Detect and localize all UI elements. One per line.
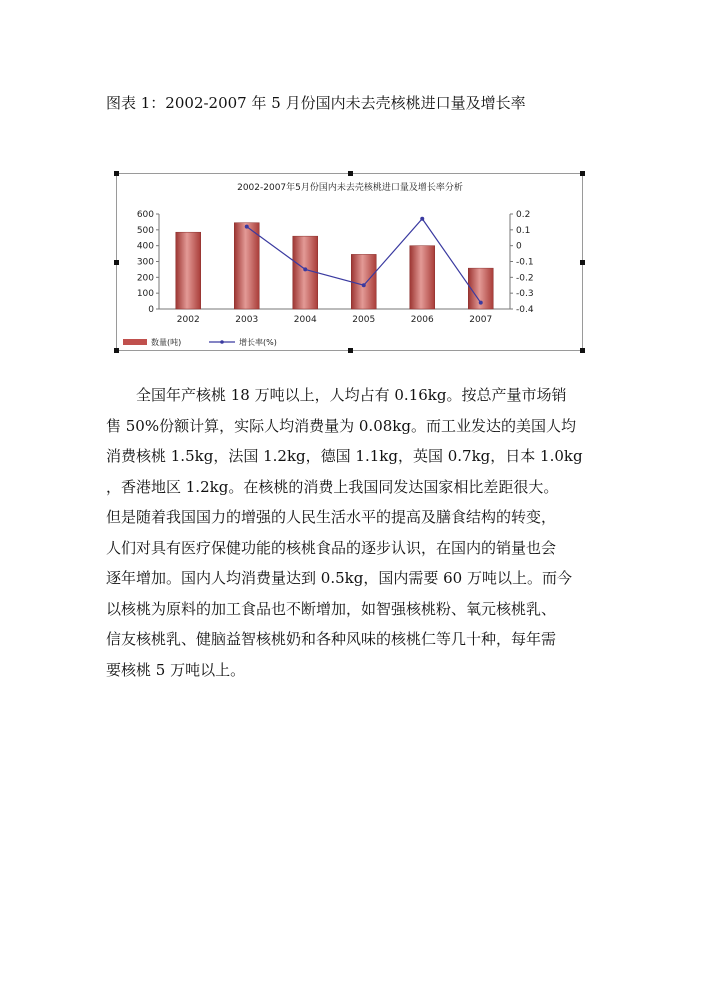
bar-2005 (351, 254, 376, 309)
x-axis-tick-label: 2005 (352, 315, 376, 325)
right-axis-tick-label: 0 (516, 241, 522, 252)
left-axis-tick-label: 0 (148, 305, 154, 315)
bar-series (176, 223, 494, 309)
bar-2003 (234, 223, 259, 309)
figure-caption: 图表 1：2002-2007 年 5 月份国内未去壳核桃进口量及增长率 (106, 94, 526, 112)
bar-2002 (176, 232, 201, 309)
paragraph-line: 全国年产核桃 18 万吨以上，人均占有 0.16kg。按总产量市场销 (136, 386, 567, 404)
legend-marker-growth (220, 340, 224, 344)
chart (117, 174, 584, 352)
x-axis-tick-label: 2002 (176, 315, 200, 325)
legend-swatch-quantity (123, 339, 147, 345)
right-axis-tick-label: 0.2 (516, 210, 531, 220)
growth-point-2004 (303, 267, 307, 271)
growth-point-2006 (420, 217, 424, 221)
growth-point-2005 (362, 283, 366, 287)
x-axis-tick-label: 2004 (293, 315, 317, 325)
right-axis-tick-label: 0.1 (516, 225, 531, 236)
paragraph-line: 售 50%份额计算，实际人均消费量为 0.08kg。而工业发达的美国人均 (106, 416, 576, 435)
paragraph-line: 逐年增加。国内人均消费量达到 0.5kg，国内需要 60 万吨以上。而今 (106, 569, 572, 587)
x-axis-tick-label: 2003 (235, 315, 259, 325)
right-axis-tick-label: -0.4 (516, 305, 534, 315)
left-axis-tick-label: 400 (136, 241, 154, 252)
paragraph-line: 但是随着我国国力的增强的人民生活水平的提高及膳食结构的转变， (106, 508, 557, 526)
growth-point-2007 (479, 301, 483, 305)
left-axis-tick-label: 100 (136, 289, 154, 300)
paragraph-line: 消费核桃 1.5kg，法国 1.2kg，德国 1.1kg，英国 0.7kg，日本 1.0kg (106, 447, 583, 465)
legend-label-quantity: 数量(吨) (151, 338, 182, 347)
body-paragraph (106, 380, 606, 685)
paragraph-line: 信友核桃乳、健脑益智核桃奶和各种风味的核桃仁等几十种，每年需 (106, 630, 557, 648)
left-axis-tick-label: 300 (136, 257, 154, 268)
legend-label-growth: 增长率(%) (239, 338, 277, 347)
paragraph-line: 要核桃 5 万吨以上。 (106, 660, 246, 679)
chart-legend (123, 337, 277, 347)
left-axis-tick-label: 200 (136, 273, 154, 284)
chart-title: 2002-2007年5月份国内未去壳核桃进口量及增长率分析 (237, 183, 463, 193)
x-axis-tick-label: 2007 (469, 315, 493, 325)
left-axis-tick-label: 500 (136, 225, 154, 236)
bar-2004 (293, 236, 318, 309)
x-axis-tick-label: 2006 (410, 315, 434, 325)
right-axis-tick-label: -0.2 (516, 273, 534, 284)
growth-point-2003 (245, 225, 249, 229)
chart-frame[interactable] (116, 173, 583, 351)
paragraph-line: 人们对具有医疗保健功能的核桃食品的逐步认识，在国内的销量也会 (106, 538, 557, 557)
bar-2006 (410, 246, 435, 309)
left-axis-tick-label: 600 (136, 210, 154, 220)
paragraph-line: ，香港地区 1.2kg。在核桃的消费上我国同发达国家相比差距很大。 (106, 477, 559, 496)
paragraph-line: 以核桃为原料的加工食品也不断增加，如智强核桃粉、氧元核桃乳、 (106, 599, 557, 618)
right-axis-tick-label: -0.3 (516, 289, 534, 300)
right-axis-tick-label: -0.1 (516, 257, 534, 268)
